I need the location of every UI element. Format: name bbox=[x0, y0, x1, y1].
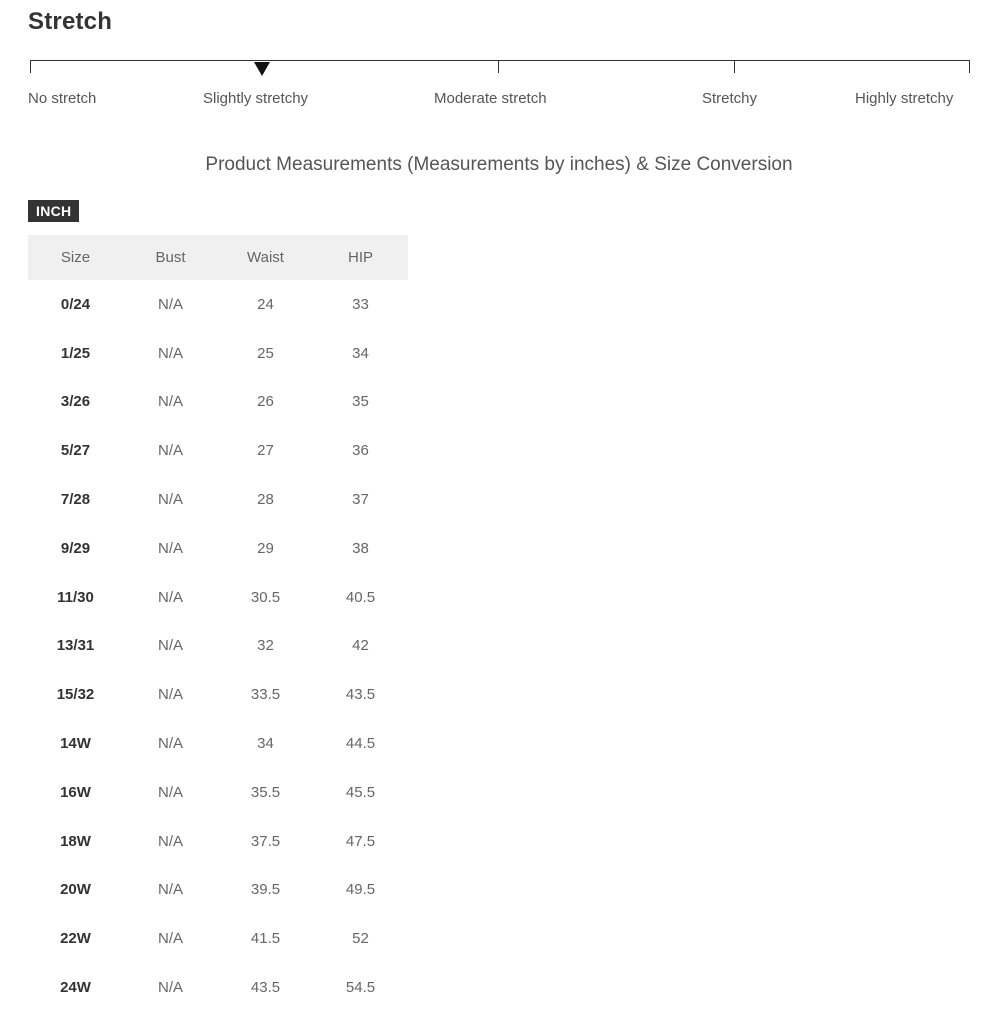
waist-cell: 35.5 bbox=[250, 783, 281, 801]
bust-cell: N/A bbox=[157, 588, 183, 606]
hip-cell: 43.5 bbox=[345, 686, 376, 704]
bust-cell: N/A bbox=[157, 295, 183, 313]
table-row bbox=[28, 329, 408, 378]
table-header-row bbox=[28, 235, 408, 280]
table-row bbox=[28, 914, 408, 963]
stretch-tick-stretchy bbox=[734, 60, 735, 73]
stretch-label-no-stretch: No stretch bbox=[28, 90, 97, 107]
hip-cell: 35 bbox=[352, 393, 369, 411]
hip-cell: 42 bbox=[352, 637, 369, 655]
stretch-label-slightly-stretchy: Slightly stretchy bbox=[203, 90, 309, 107]
header-hip: HIP bbox=[313, 235, 408, 280]
hip-cell: 40.5 bbox=[345, 588, 376, 606]
bust-cell: N/A bbox=[157, 930, 183, 948]
waist-cell: 33.5 bbox=[250, 686, 281, 704]
stretch-title: Stretch bbox=[28, 8, 113, 35]
waist-cell: 27 bbox=[257, 442, 274, 460]
hip-cell: 49.5 bbox=[345, 881, 376, 899]
table-row bbox=[28, 524, 408, 573]
hip-cell: 45.5 bbox=[345, 783, 376, 801]
table-row bbox=[28, 719, 408, 768]
stretch-scale bbox=[30, 58, 970, 118]
waist-cell: 28 bbox=[257, 491, 274, 509]
size-cell: 3/26 bbox=[60, 393, 91, 411]
hip-cell: 36 bbox=[352, 442, 369, 460]
table-row bbox=[28, 963, 408, 1012]
size-cell: 18W bbox=[60, 832, 91, 850]
size-cell: 15/32 bbox=[56, 686, 95, 704]
bust-cell: N/A bbox=[157, 832, 183, 850]
waist-cell: 37.5 bbox=[250, 832, 281, 850]
bust-cell: N/A bbox=[157, 393, 183, 411]
stretch-tick-no-stretch bbox=[30, 60, 31, 73]
size-cell: 5/27 bbox=[60, 442, 91, 460]
size-cell: 20W bbox=[60, 881, 91, 899]
bust-cell: N/A bbox=[157, 783, 183, 801]
waist-cell: 43.5 bbox=[250, 979, 281, 997]
size-cell: 24W bbox=[60, 979, 91, 997]
waist-cell: 24 bbox=[257, 295, 274, 313]
stretch-scale-line bbox=[30, 60, 970, 61]
hip-cell: 38 bbox=[352, 539, 369, 557]
size-table bbox=[28, 235, 408, 1012]
stretch-tick-moderate-stretch bbox=[498, 60, 499, 73]
waist-cell: 34 bbox=[257, 735, 274, 753]
size-cell: 7/28 bbox=[60, 491, 91, 509]
bust-cell: N/A bbox=[157, 881, 183, 899]
hip-cell: 34 bbox=[352, 344, 369, 362]
stretch-tick-highly-stretchy bbox=[969, 60, 970, 73]
bust-cell: N/A bbox=[157, 344, 183, 362]
table-row bbox=[28, 280, 408, 329]
table-row bbox=[28, 817, 408, 866]
hip-cell: 37 bbox=[352, 491, 369, 509]
size-cell: 16W bbox=[60, 783, 91, 801]
size-cell: 22W bbox=[60, 930, 91, 948]
table-row bbox=[28, 622, 408, 671]
waist-cell: 41.5 bbox=[250, 930, 281, 948]
stretch-label-highly-stretchy: Highly stretchy bbox=[855, 90, 954, 107]
table-row bbox=[28, 866, 408, 915]
header-size: Size bbox=[28, 235, 123, 280]
stretch-selected-marker-icon bbox=[254, 62, 270, 76]
header-bust: Bust bbox=[123, 235, 218, 280]
bust-cell: N/A bbox=[157, 686, 183, 704]
waist-cell: 39.5 bbox=[250, 881, 281, 899]
bust-cell: N/A bbox=[157, 539, 183, 557]
bust-cell: N/A bbox=[157, 979, 183, 997]
waist-cell: 25 bbox=[257, 344, 274, 362]
waist-cell: 26 bbox=[257, 393, 274, 411]
bust-cell: N/A bbox=[157, 637, 183, 655]
hip-cell: 44.5 bbox=[345, 735, 376, 753]
stretch-label-stretchy: Stretchy bbox=[702, 90, 758, 107]
bust-cell: N/A bbox=[157, 735, 183, 753]
size-cell: 9/29 bbox=[60, 539, 91, 557]
size-cell: 14W bbox=[60, 735, 91, 753]
waist-cell: 30.5 bbox=[250, 588, 281, 606]
hip-cell: 47.5 bbox=[345, 832, 376, 850]
hip-cell: 33 bbox=[352, 295, 369, 313]
hip-cell: 52 bbox=[352, 930, 369, 948]
waist-cell: 29 bbox=[257, 539, 274, 557]
table-row bbox=[28, 768, 408, 817]
size-cell: 13/31 bbox=[56, 637, 95, 655]
size-cell: 11/30 bbox=[57, 588, 94, 606]
size-cell: 1/25 bbox=[60, 344, 91, 362]
stretch-label-moderate-stretch: Moderate stretch bbox=[434, 90, 547, 107]
table-row bbox=[28, 378, 408, 427]
table-row bbox=[28, 670, 408, 719]
size-cell: 0/24 bbox=[60, 295, 91, 313]
table-row bbox=[28, 573, 408, 622]
header-waist: Waist bbox=[218, 235, 313, 280]
unit-badge: INCH bbox=[28, 200, 79, 222]
waist-cell: 32 bbox=[257, 637, 274, 655]
bust-cell: N/A bbox=[157, 442, 183, 460]
table-row bbox=[28, 426, 408, 475]
hip-cell: 54.5 bbox=[345, 979, 376, 997]
measurements-title: Product Measurements (Measurements by inches) & Size Conversion bbox=[205, 154, 793, 175]
table-row bbox=[28, 475, 408, 524]
bust-cell: N/A bbox=[157, 491, 183, 509]
